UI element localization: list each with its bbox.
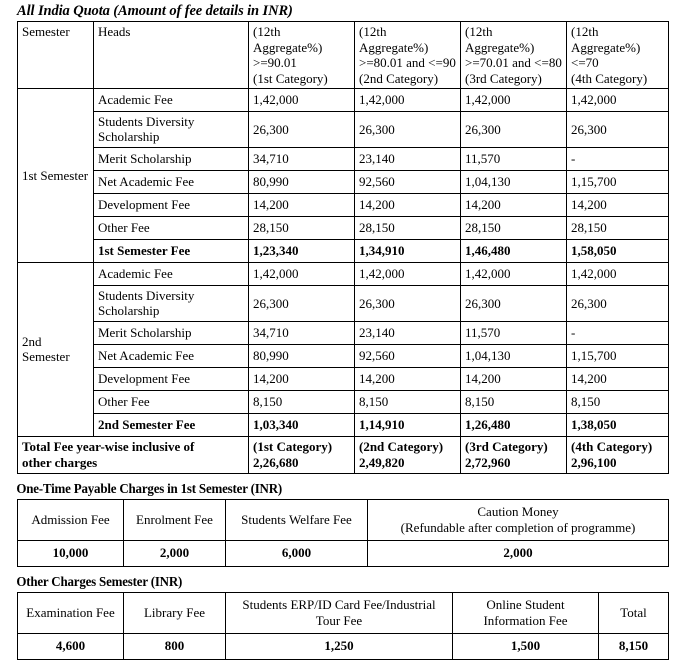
header-erp-id-card-fee-line2: Tour Fee: [315, 613, 363, 629]
header-caution-money-line1: Caution Money: [477, 504, 559, 520]
header-online-student-fee-line1: Online Student: [486, 597, 565, 613]
header-total: Total: [599, 593, 669, 634]
table-row: [18, 541, 669, 567]
cell-cat1: 14,200: [249, 368, 355, 391]
grand-total-cat3-value: 2,72,960: [465, 454, 511, 470]
table-header-row: [18, 500, 669, 541]
cell-cat1: 26,300: [249, 112, 355, 148]
table-row-total: [18, 414, 669, 437]
other-charges-table: [17, 592, 669, 660]
header-category-2: [355, 22, 461, 89]
header-cat3-line2: Aggregate%): [465, 39, 535, 55]
row-head: Merit Scholarship: [94, 148, 249, 171]
cell-cat4: 1,58,050: [567, 240, 669, 263]
value-library-fee: 800: [124, 634, 226, 660]
row-head: Students Diversity Scholarship: [94, 112, 249, 148]
semester-2-label: [18, 263, 94, 437]
cell-cat4: 1,15,700: [567, 345, 669, 368]
value-students-welfare-fee: 6,000: [226, 541, 368, 567]
cell-cat3: 1,42,000: [461, 263, 567, 286]
cell-cat2: 28,150: [355, 217, 461, 240]
cell-cat1: 1,23,340: [249, 240, 355, 263]
cell-cat2: 14,200: [355, 368, 461, 391]
header-online-student-information-fee: [453, 593, 599, 634]
header-cat1-line1: (12th: [253, 24, 281, 39]
header-examination-fee: Examination Fee: [18, 593, 124, 634]
header-cat2-line2: Aggregate%): [359, 39, 429, 55]
cell-cat4: -: [567, 322, 669, 345]
header-cat4-line3: <=70: [571, 55, 599, 71]
cell-cat3: 14,200: [461, 194, 567, 217]
cell-cat4: 1,42,000: [567, 263, 669, 286]
header-caution-money: [368, 500, 669, 541]
cell-cat2: 1,14,910: [355, 414, 461, 437]
cell-cat4: 1,15,700: [567, 171, 669, 194]
other-charges-title: Other Charges Semester (INR): [16, 574, 183, 590]
cell-cat2: 14,200: [355, 194, 461, 217]
row-head: Other Fee: [94, 391, 249, 414]
cell-cat1: 80,990: [249, 345, 355, 368]
row-head: Academic Fee: [94, 263, 249, 286]
cell-cat3: 26,300: [461, 286, 567, 322]
header-category-3: [461, 22, 567, 89]
grand-total-cat4-name: (4th Category): [571, 438, 653, 454]
table-row-grand-total: [18, 437, 669, 474]
header-library-fee: Library Fee: [124, 593, 226, 634]
cell-cat1: 8,150: [249, 391, 355, 414]
semester-1-label: 1st Semester: [18, 89, 94, 263]
row-head: Other Fee: [94, 217, 249, 240]
value-admission-fee: 10,000: [18, 541, 124, 567]
value-online-student-information-fee: 1,500: [453, 634, 599, 660]
table-row: [18, 194, 669, 217]
value-caution-money: 2,000: [368, 541, 669, 567]
grand-total-cat1-value: 2,26,680: [253, 454, 299, 470]
header-cat4-line4: (4th Category): [571, 70, 648, 86]
value-enrolment-fee: 2,000: [124, 541, 226, 567]
cell-cat3: 11,570: [461, 322, 567, 345]
row-head: Academic Fee: [94, 89, 249, 112]
cell-cat3: 1,04,130: [461, 345, 567, 368]
value-total: 8,150: [599, 634, 669, 660]
grand-total-cat4: [567, 437, 669, 474]
cell-cat3: 28,150: [461, 217, 567, 240]
row-head: Net Academic Fee: [94, 345, 249, 368]
grand-total-cat2-name: (2nd Category): [359, 438, 444, 454]
row-head: Students Diversity Scholarship: [94, 286, 249, 322]
cell-cat1: 34,710: [249, 322, 355, 345]
cell-cat2: 23,140: [355, 322, 461, 345]
cell-cat1: 1,42,000: [249, 89, 355, 112]
table-header-row: [18, 22, 669, 89]
header-cat2-line1: (12th: [359, 24, 387, 39]
cell-cat3: 1,26,480: [461, 414, 567, 437]
row-head: 2nd Semester Fee: [94, 414, 249, 437]
header-admission-fee: Admission Fee: [18, 500, 124, 541]
table-row: [18, 263, 669, 286]
table-row: [18, 345, 669, 368]
header-cat4-line1: (12th: [571, 24, 599, 39]
grand-total-label: [18, 437, 249, 474]
cell-cat2: 23,140: [355, 148, 461, 171]
header-cat1-line2: Aggregate%): [253, 39, 323, 55]
cell-cat4: 8,150: [567, 391, 669, 414]
header-enrolment-fee: Enrolment Fee: [124, 500, 226, 541]
grand-total-cat1: [249, 437, 355, 474]
table-row: [18, 217, 669, 240]
header-semester: Semester: [18, 22, 94, 89]
cell-cat2: 8,150: [355, 391, 461, 414]
grand-total-cat2-value: 2,49,820: [359, 454, 405, 470]
row-head: 1st Semester Fee: [94, 240, 249, 263]
header-cat1-line3: >=90.01: [253, 55, 297, 71]
grand-total-label-line1: Total Fee year-wise inclusive of: [22, 439, 195, 455]
cell-cat2: 1,34,910: [355, 240, 461, 263]
grand-total-cat1-name: (1st Category): [253, 438, 333, 454]
cell-cat4: 26,300: [567, 286, 669, 322]
cell-cat2: 26,300: [355, 112, 461, 148]
cell-cat1: 34,710: [249, 148, 355, 171]
all-india-quota-fee-table: [17, 21, 669, 474]
header-cat3-line1: (12th: [465, 24, 493, 39]
cell-cat4: -: [567, 148, 669, 171]
table-row-total: [18, 240, 669, 263]
table-row: [18, 89, 669, 112]
table-row: [18, 634, 669, 660]
cell-cat3: 11,570: [461, 148, 567, 171]
cell-cat3: 14,200: [461, 368, 567, 391]
header-erp-id-card-fee: [226, 593, 453, 634]
header-cat3-line4: (3rd Category): [465, 70, 542, 86]
cell-cat1: 28,150: [249, 217, 355, 240]
cell-cat1: 1,03,340: [249, 414, 355, 437]
header-students-welfare-fee: Students Welfare Fee: [226, 500, 368, 541]
header-heads: Heads: [94, 22, 249, 89]
header-category-4: [567, 22, 669, 89]
cell-cat4: 1,38,050: [567, 414, 669, 437]
row-head: Development Fee: [94, 194, 249, 217]
header-cat2-line4: (2nd Category): [359, 70, 439, 86]
grand-total-cat4-value: 2,96,100: [571, 454, 617, 470]
cell-cat3: 1,04,130: [461, 171, 567, 194]
header-online-student-fee-line2: Information Fee: [483, 613, 568, 629]
cell-cat2: 92,560: [355, 171, 461, 194]
cell-cat4: 14,200: [567, 194, 669, 217]
cell-cat2: 1,42,000: [355, 89, 461, 112]
cell-cat1: 80,990: [249, 171, 355, 194]
cell-cat1: 14,200: [249, 194, 355, 217]
cell-cat4: 26,300: [567, 112, 669, 148]
cell-cat1: 26,300: [249, 286, 355, 322]
semester-2-label-line1: 2nd: [22, 333, 42, 349]
table-header-row: [18, 593, 669, 634]
header-cat1-line4: (1st Category): [253, 70, 328, 86]
header-caution-money-line2: (Refundable after completion of programme): [400, 520, 636, 536]
header-cat4-line2: Aggregate%): [571, 39, 641, 55]
row-head: Merit Scholarship: [94, 322, 249, 345]
cell-cat3: 26,300: [461, 112, 567, 148]
cell-cat4: 1,42,000: [567, 89, 669, 112]
table-row: [18, 368, 669, 391]
row-head: Net Academic Fee: [94, 171, 249, 194]
table-row: [18, 112, 669, 148]
one-time-charges-table: [17, 499, 669, 567]
cell-cat3: 1,42,000: [461, 89, 567, 112]
row-head: Development Fee: [94, 368, 249, 391]
main-table-title: All India Quota (Amount of fee details in INR): [17, 3, 293, 19]
cell-cat4: 14,200: [567, 368, 669, 391]
semester-2-label-line2: Semester: [22, 349, 70, 365]
one-time-charges-title: One-Time Payable Charges in 1st Semester (INR): [16, 481, 283, 497]
header-category-1: [249, 22, 355, 89]
cell-cat2: 1,42,000: [355, 263, 461, 286]
table-row: [18, 391, 669, 414]
table-row: [18, 286, 669, 322]
table-row: [18, 148, 669, 171]
cell-cat1: 1,42,000: [249, 263, 355, 286]
table-row: [18, 322, 669, 345]
grand-total-cat2: [355, 437, 461, 474]
header-cat3-line3: >=70.01 and <=80: [465, 55, 562, 71]
grand-total-cat3: [461, 437, 567, 474]
grand-total-label-line2: other charges: [22, 455, 98, 471]
cell-cat3: 8,150: [461, 391, 567, 414]
value-erp-id-card-fee: 1,250: [226, 634, 453, 660]
cell-cat2: 26,300: [355, 286, 461, 322]
cell-cat3: 1,46,480: [461, 240, 567, 263]
table-row: [18, 171, 669, 194]
grand-total-cat3-name: (3rd Category): [465, 438, 548, 454]
cell-cat2: 92,560: [355, 345, 461, 368]
header-cat2-line3: >=80.01 and <=90: [359, 55, 456, 71]
value-examination-fee: 4,600: [18, 634, 124, 660]
cell-cat4: 28,150: [567, 217, 669, 240]
header-erp-id-card-fee-line1: Students ERP/ID Card Fee/Industrial: [242, 597, 436, 613]
